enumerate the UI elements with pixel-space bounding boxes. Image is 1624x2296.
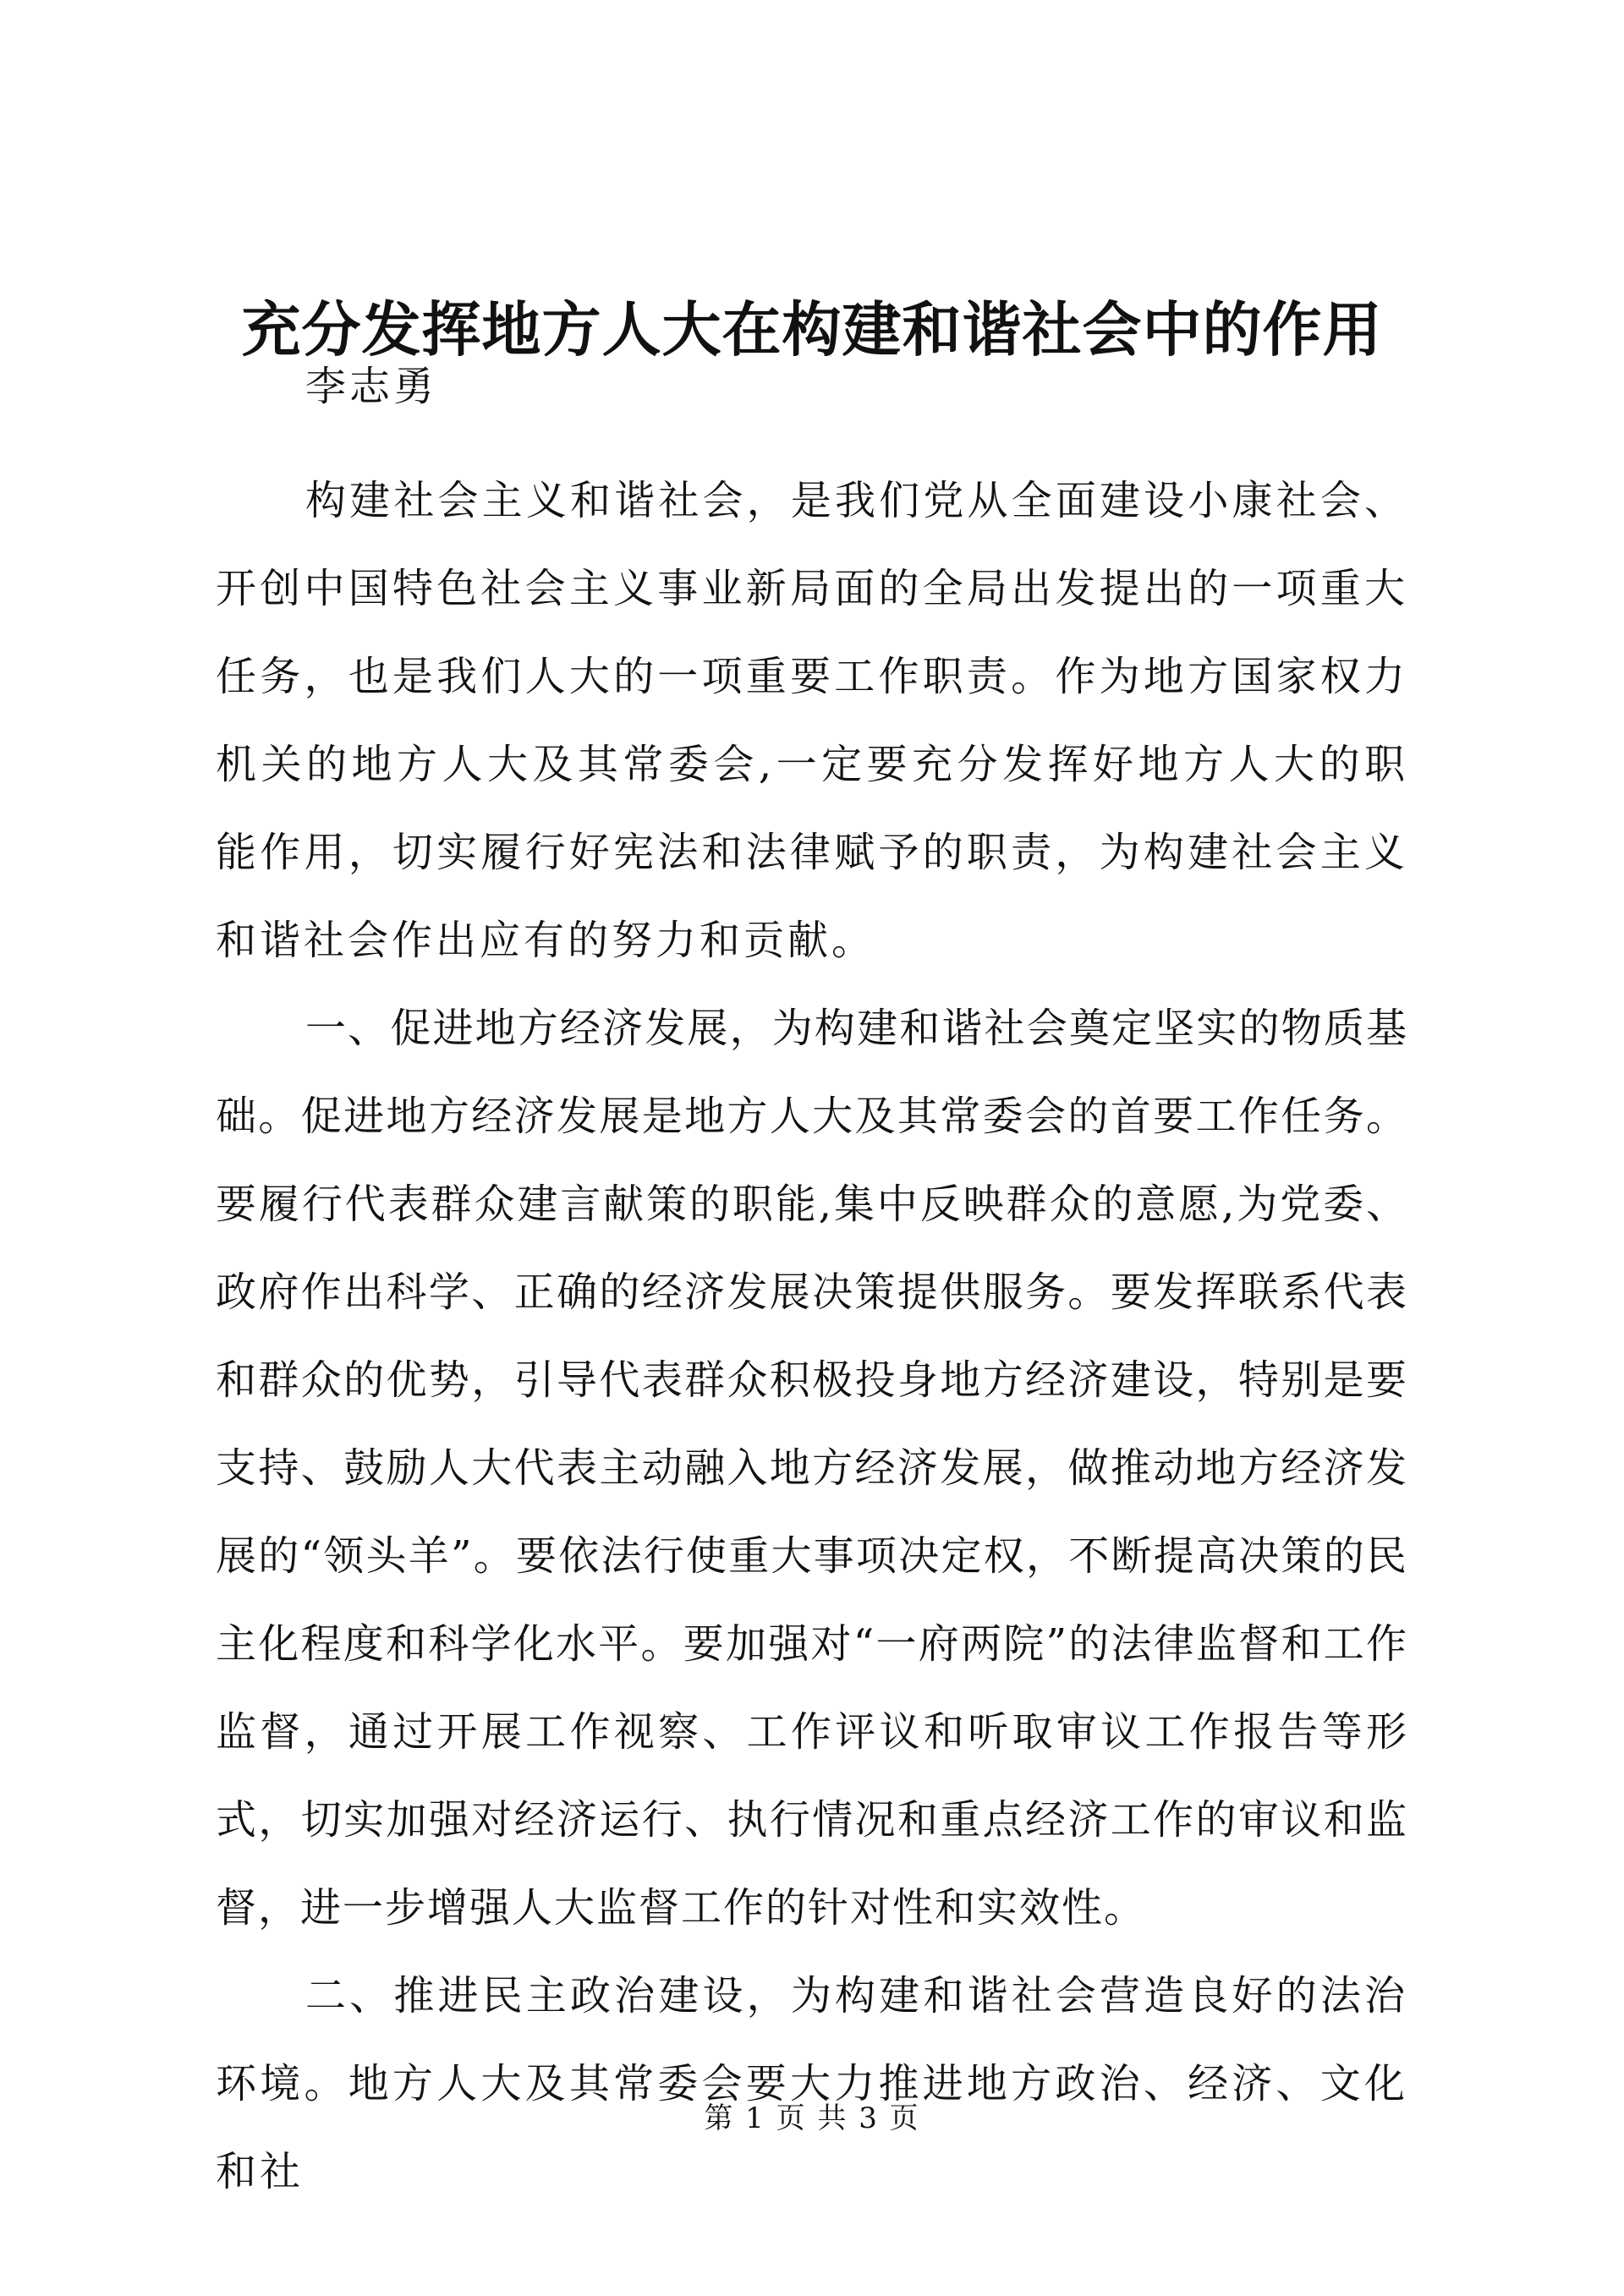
document-body — [216, 457, 1408, 2216]
paragraph-section-1: 一、促进地方经济发展，为构建和谐社会奠定坚实的物质基础。促进地方经济发展是地方人大及其常委会的首要工作任务。要履行代表群众建言献策的职能,集中反映群众的意愿,为党委、政府作出科学、正确的经济发展决策提供服务。要发挥联系代表和群众的优势，引导代表群众积极投身地方经济建设，特别是要支持、鼓励人大代表主动融入地方经济发展，做推动地方经济发展的“领头羊”。要依法行使重大事项决定权，不断提高决策的民主化程度和科学化水平。要加强对“一府两院”的法律监督和工作监督，通过开展工作视察、工作评议和听取审议工作报告等形式，切实加强对经济运行、执行情况和重点经济工作的审议和监督，进一步增强人大监督工作的针对性和实效性。 — [216, 1005, 1408, 1932]
author-name: 李志勇 — [305, 363, 438, 410]
paragraph-intro: 构建社会主义和谐社会，是我们党从全面建设小康社会、开创中国特色社会主义事业新局面的全局出发提出的一项重大任务，也是我们人大的一项重要工作职责。作为地方国家权力机关的地方人大及其常委会,一定要充分发挥好地方人大的职能作用，切实履行好宪法和法律赋予的职责，为构建社会主义和谐社会作出应有的努力和贡献。 — [216, 477, 1408, 964]
document-title: 充分发挥地方人大在构建和谐社会中的作用 — [241, 294, 1383, 364]
page-footer: 第 1 页 共 3 页 — [704, 2101, 920, 2135]
paragraph-section-2: 二、推进民主政治建设，为构建和谐社会营造良好的法治环境。地方人大及其常委会要大力推进地方政治、经济、文化和社 — [216, 1972, 1408, 2195]
